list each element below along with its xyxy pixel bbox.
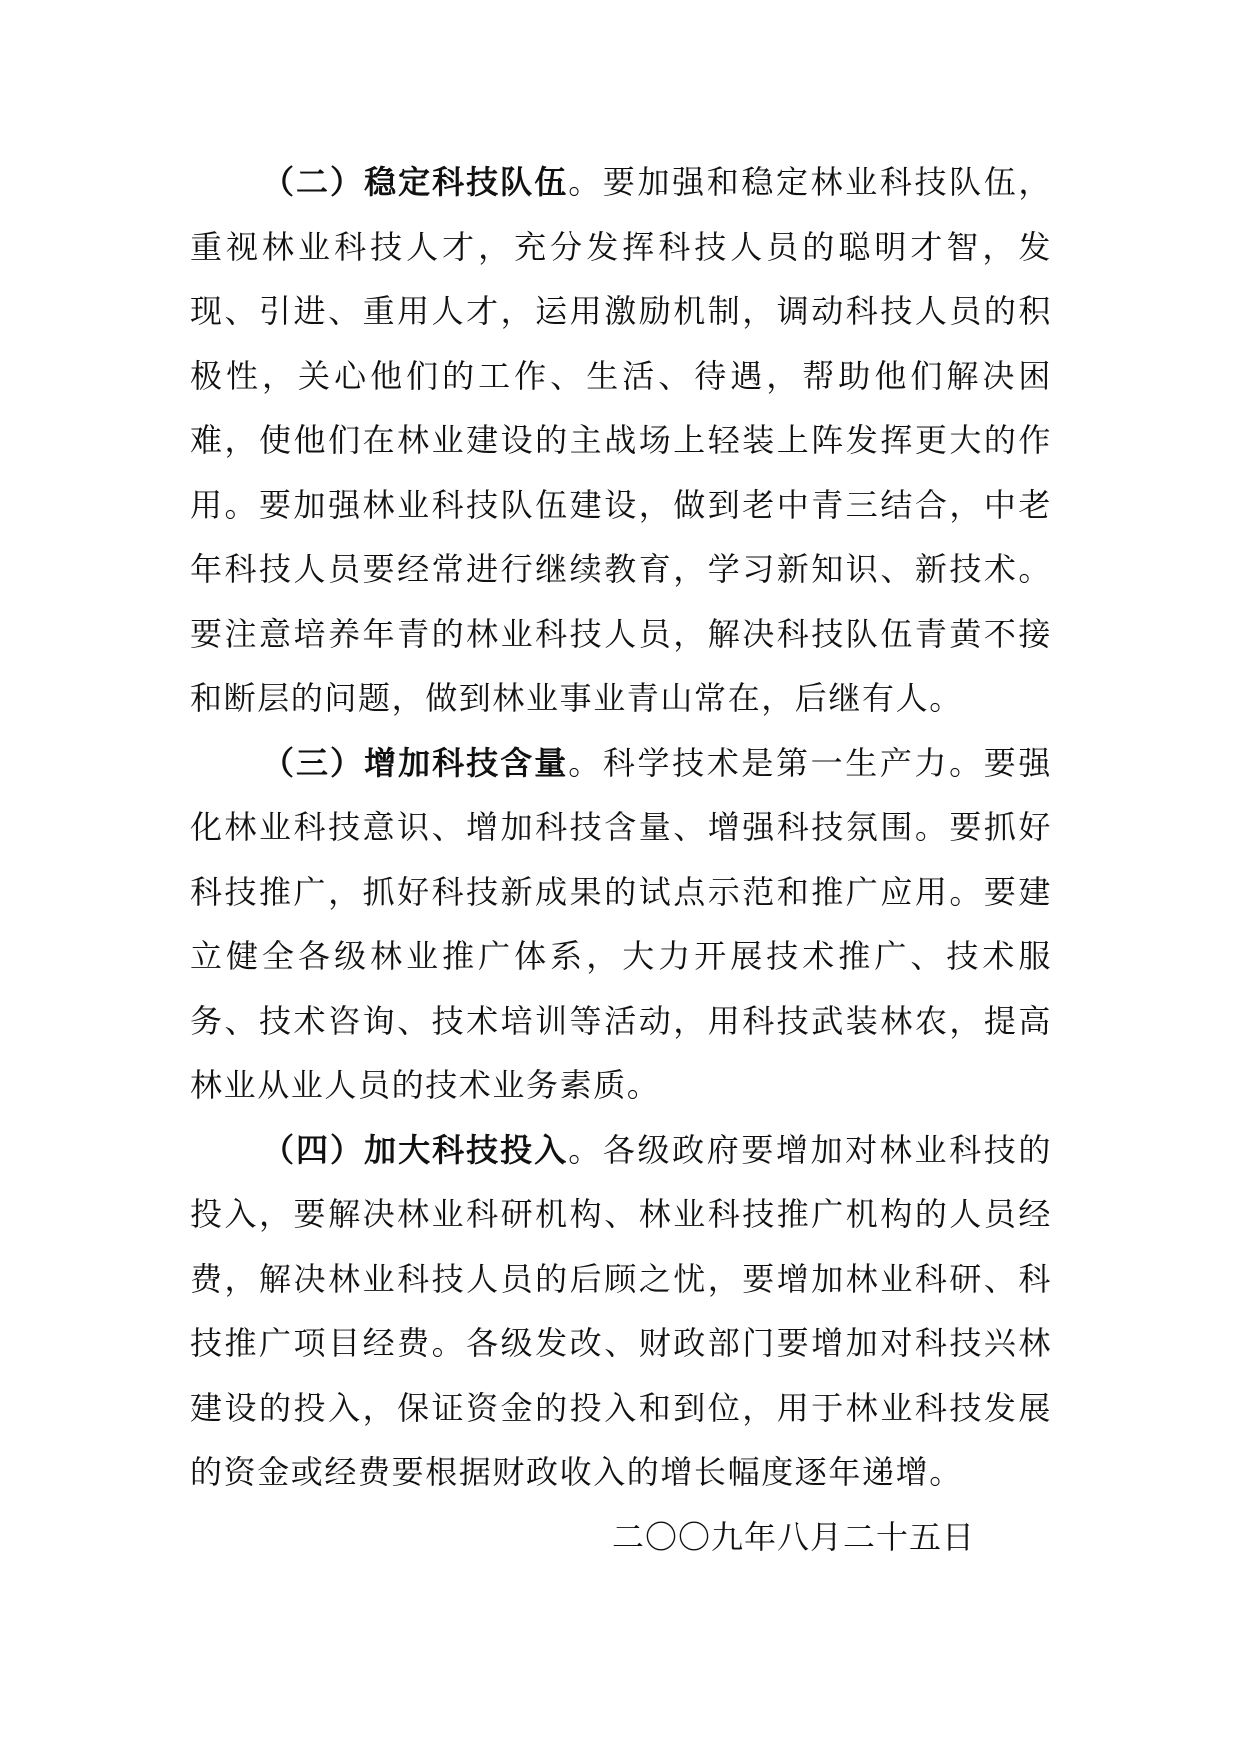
section-increase-investment [190, 1118, 1052, 1505]
section-heading: （二）稳定科技队伍 [262, 163, 569, 201]
document-body [190, 150, 1052, 1505]
section-increase-content [190, 731, 1052, 1118]
section-body: 。要加强和稳定林业科技队伍，重视林业科技人才，充分发挥科技人员的聪明才智，发现、引进、重用人才，运用激励机制，调动科技人员的积极性，关心他们的工作、生活、待遇，帮助他们解决困难，使他们在林业建设的主战场上轻装上阵发挥更大的作用。要加强林业科技队伍建设，做到老中青三结合，中老年科技人员要经常进行继续教育，学习新知识、新技术。要注意培养年青的林业科技人员，解决科技队伍青黄不接和断层的问题，做到林业事业青山常在，后继有人。 [190, 163, 1052, 717]
section-heading: （四）加大科技投入 [262, 1130, 569, 1169]
section-stabilize-team [190, 150, 1052, 731]
section-body: 。科学技术是第一生产力。要强化林业科技意识、增加科技含量、增强科技氛围。要抓好科技推广，抓好科技新成果的试点示范和推广应用。要建立健全各级林业推广体系，大力开展技术推广、技术服务、技术咨询、技术培训等活动，用科技武装林农，提高林业从业人员的技术业务素质。 [190, 743, 1052, 1104]
document-date: 二〇〇九年八月二十五日 [612, 1518, 976, 1556]
section-heading: （三）增加科技含量 [262, 743, 569, 782]
section-body: 。各级政府要增加对林业科技的投入，要解决林业科研机构、林业科技推广机构的人员经费，解决林业科技人员的后顾之忧，要增加林业科研、科技推广项目经费。各级发改、财政部门要增加对科技兴林建设的投入，保证资金的投入和到位，用于林业科技发展的资金或经费要根据财政收入的增长幅度逐年递增。 [190, 1130, 1052, 1491]
